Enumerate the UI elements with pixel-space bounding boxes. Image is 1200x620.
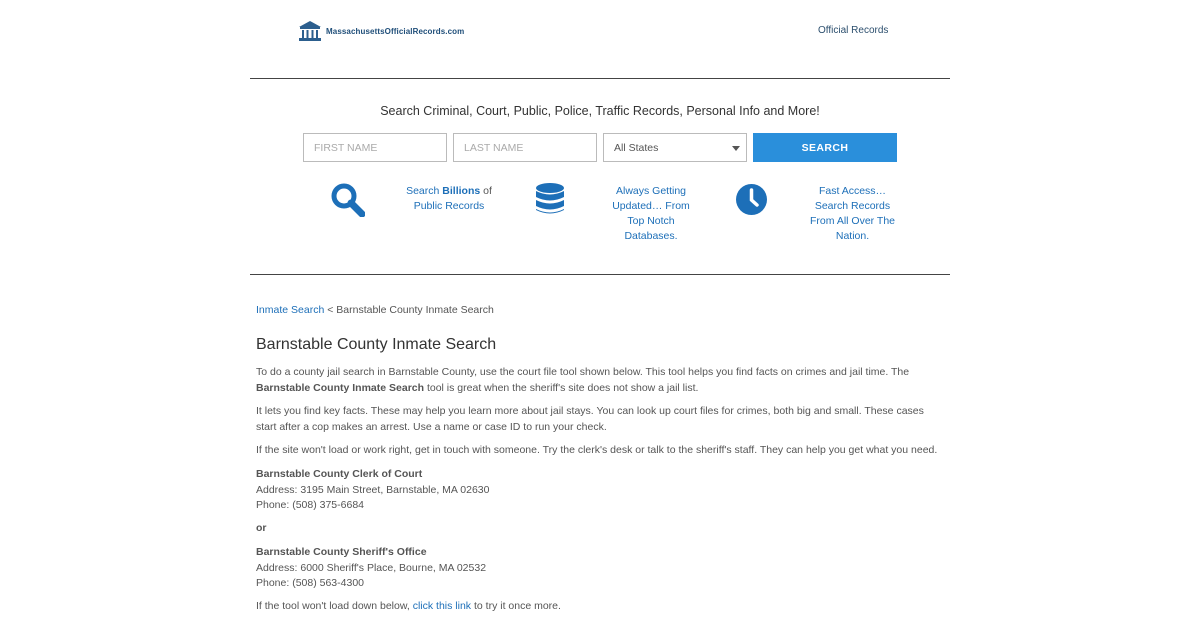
or-separator [256, 521, 944, 537]
facts-paragraph: It lets you find key facts. These may help you learn more about jail stays. You can look up court files for crimes, both big and small. These cases start after a cop makes an arrest. Use a name or case ID to run your check. [256, 405, 924, 433]
search-button[interactable]: SEARCH [753, 133, 897, 162]
retry-text-a: If the tool won't load down below, [256, 600, 413, 612]
feature-3-line1: Fast Access… [818, 185, 887, 197]
feature-search-billions [395, 184, 503, 214]
clerk-name: Barnstable County Clerk of Court [256, 468, 423, 480]
breadcrumb [256, 304, 494, 316]
feature-1-line2: Public Records [413, 200, 485, 212]
clock-icon [736, 184, 767, 215]
breadcrumb-current: Barnstable County Inmate Search [336, 304, 494, 316]
clerk-address: Address: 3195 Main Street, Barnstable, MA 02630 [256, 483, 490, 496]
first-name-input[interactable] [303, 133, 447, 162]
page-title: Barnstable County Inmate Search [256, 336, 497, 353]
contact-paragraph: If the site won't load or work right, get in touch with someone. Try the clerk's desk or talk to the sheriff's staff. They can help you get what you need. [256, 444, 938, 456]
retry-text-b: to try it once more. [471, 600, 561, 612]
clerk-contact-block [256, 467, 944, 514]
feature-3-line4: Nation. [835, 230, 870, 242]
feature-1-post: of [480, 185, 492, 197]
search-icon [331, 183, 365, 217]
logo-text: MassachusettsOfficialRecords.com [326, 26, 465, 36]
or-text: or [256, 522, 267, 534]
divider-bottom [250, 274, 950, 275]
intro-bold: Barnstable County Inmate Search [256, 381, 425, 394]
nav-official-records[interactable]: Official Records [818, 25, 889, 36]
intro-text-b: tool is great when the sheriff's site does not show a jail list. [424, 381, 699, 394]
feature-2-line2: Updated… From [612, 200, 690, 212]
feature-1-bold: Billions [442, 185, 481, 197]
feature-1-pre: Search [406, 185, 443, 197]
feature-2-line1: Always Getting [615, 185, 687, 197]
sheriff-contact-block [256, 545, 944, 592]
state-select[interactable] [603, 133, 747, 162]
intro-paragraph [256, 365, 944, 396]
sheriff-phone: Phone: (508) 563-4300 [256, 577, 364, 589]
breadcrumb-inmate-search-link[interactable]: Inmate Search [256, 304, 325, 316]
feature-3-line2: Search Records [814, 200, 891, 212]
sheriff-name: Barnstable County Sheriff's Office [256, 546, 427, 558]
tagline: Search Criminal, Court, Public, Police, Traffic Records, Personal Info and More! [380, 104, 820, 118]
feature-always-updated [606, 184, 696, 244]
last-name-placeholder: LAST NAME [464, 141, 524, 154]
courthouse-icon [298, 20, 322, 42]
feature-3-line3: From All Over The [810, 215, 895, 227]
retry-paragraph [256, 599, 944, 615]
feature-fast-access [805, 184, 900, 244]
site-logo[interactable] [298, 20, 464, 42]
click-this-link[interactable]: click this link [412, 600, 472, 612]
clerk-phone: Phone: (508) 375-6684 [256, 499, 364, 511]
last-name-input[interactable] [453, 133, 597, 162]
first-name-placeholder: FIRST NAME [314, 141, 378, 154]
breadcrumb-separator: < [324, 304, 337, 316]
divider-top [250, 78, 950, 79]
caret-down-icon [732, 146, 740, 151]
feature-2-line4: Databases. [624, 230, 678, 242]
database-icon [535, 183, 565, 215]
state-select-value: All States [614, 141, 659, 154]
sheriff-address: Address: 6000 Sheriff's Place, Bourne, MA 02532 [256, 561, 487, 574]
feature-2-line3: Top Notch [627, 215, 675, 227]
intro-text-a: To do a county jail search in Barnstable County, use the court file tool shown below. This tool helps you find facts on crimes and jail time. The [256, 366, 910, 378]
